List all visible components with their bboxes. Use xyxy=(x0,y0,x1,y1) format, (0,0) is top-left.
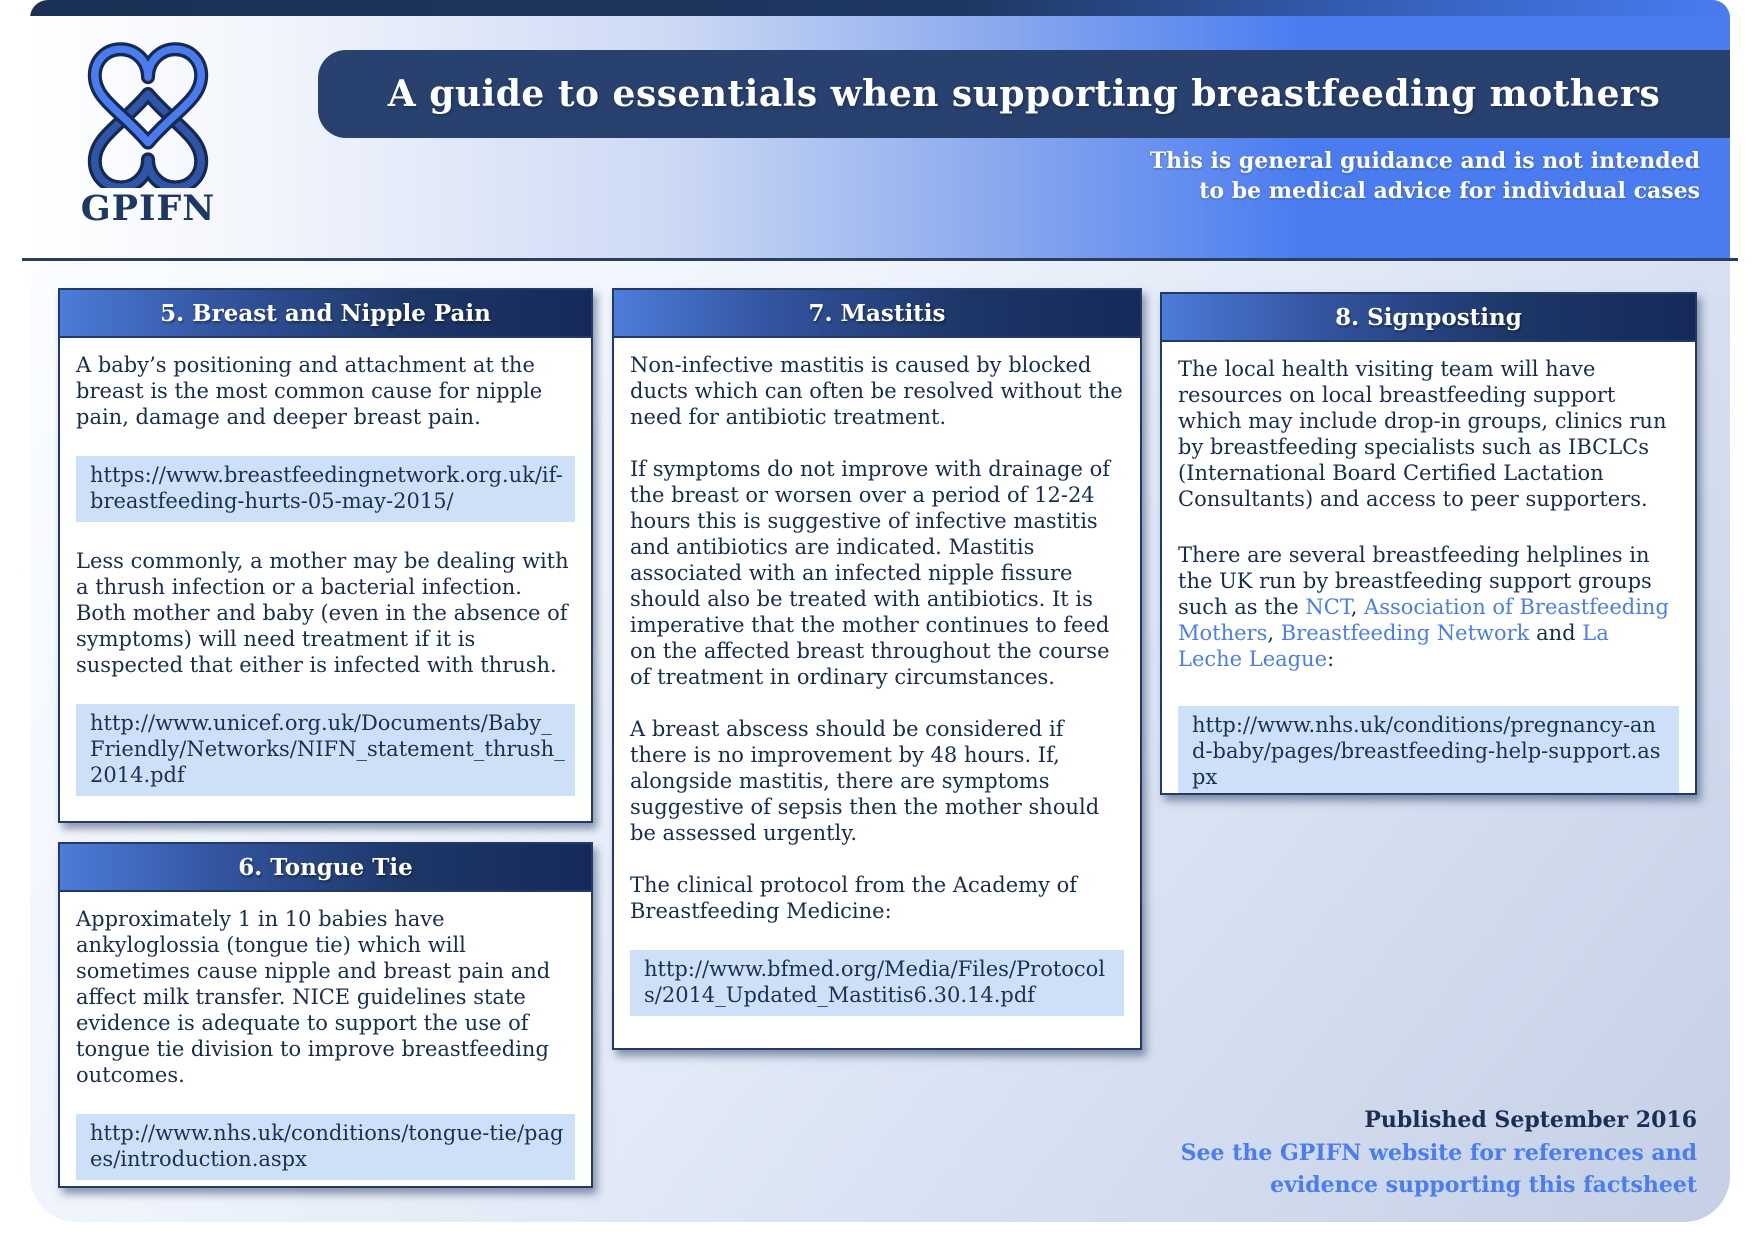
published-date: Published September 2016 xyxy=(1364,1107,1697,1133)
footer-note-line-2: evidence supporting this factsheet xyxy=(1270,1172,1697,1198)
paragraph: The local health visiting team will have resources on local breastfeeding support which may include drop-in groups, clinics run by breastfeeding specialists such as IBCLCs (International Board Certified Lactation Consultants) and access to peer supporters. xyxy=(1178,357,1667,511)
logo-text: GPIFN xyxy=(80,188,216,229)
card-tongue-tie xyxy=(58,842,593,1188)
footer xyxy=(1181,1103,1697,1201)
disclaimer-line-1: This is general guidance and is not intended xyxy=(1149,148,1700,174)
paragraph-helplines xyxy=(1178,542,1679,672)
link-nhs-breastfeeding-help-support[interactable]: http://www.nhs.uk/conditions/pregnancy-and-baby/pages/breastfeeding-help-support.aspx xyxy=(1178,706,1679,795)
separator-text: , xyxy=(1350,595,1365,619)
title-banner xyxy=(318,50,1730,138)
card-breast-and-nipple-pain xyxy=(58,288,593,823)
gpifn-logo xyxy=(70,28,226,229)
card-signposting xyxy=(1160,292,1697,795)
helplines-intro-text: There are several breastfeeding helplines in the UK run by breastfeeding support groups such as the xyxy=(1178,543,1652,619)
disclaimer-text xyxy=(1150,146,1700,206)
paragraph: A baby’s positioning and attachment at the breast is the most common cause for nipple pain, damage and deeper breast pain. xyxy=(76,353,543,429)
link-breastfeedingnetwork-hurts[interactable]: https://www.breastfeedingnetwork.org.uk/if-breastfeeding-hurts-05-may-2015/ xyxy=(76,456,575,522)
link-nct[interactable]: NCT xyxy=(1305,595,1351,619)
colon-text: : xyxy=(1327,647,1335,671)
card-header-breast-and-nipple-pain xyxy=(60,290,591,338)
paragraph: The clinical protocol from the Academy of Breastfeeding Medicine: xyxy=(630,873,1078,923)
page-title: A guide to essentials when supporting breastfeeding mothers xyxy=(387,73,1661,115)
separator-text: and xyxy=(1529,621,1583,645)
card-body xyxy=(1162,342,1695,795)
link-nhs-tongue-tie[interactable]: http://www.nhs.uk/conditions/tongue-tie/pages/introduction.aspx xyxy=(76,1114,575,1180)
header xyxy=(30,0,1730,258)
link-la-leche-league[interactable]: La Leche League xyxy=(1178,621,1609,671)
link-breastfeeding-network[interactable]: Breastfeeding Network xyxy=(1280,621,1530,645)
card-body xyxy=(614,338,1140,1032)
content-panel xyxy=(30,0,1730,1222)
separator-text: , xyxy=(1267,621,1281,645)
card-mastitis xyxy=(612,288,1142,1050)
paragraph: Non-infective mastitis is caused by blocked ducts which can often be resolved without the need for antibiotic treatment. xyxy=(630,353,1123,429)
header-separator-line xyxy=(22,258,1738,261)
card-title: 8. Signposting xyxy=(1335,303,1522,331)
link-bfmed-mastitis-protocol[interactable]: http://www.bfmed.org/Media/Files/Protocols/2014_Updated_Mastitis6.30.14.pdf xyxy=(630,950,1124,1016)
top-accent-bar xyxy=(30,0,1730,16)
card-body xyxy=(60,892,591,1188)
interlocked-hearts-knot-icon xyxy=(78,28,218,188)
footer-note-line-1: See the GPIFN website for references and xyxy=(1180,1140,1697,1166)
card-title: 7. Mastitis xyxy=(808,299,946,327)
paragraph: Less commonly, a mother may be dealing with a thrush infection or a bacterial infection. Both mother and baby (even in the absence of symptoms) will need treatment if it is suspected that either is infected with thrush. xyxy=(76,549,569,677)
card-header-mastitis xyxy=(614,290,1140,338)
disclaimer-line-2: to be medical advice for individual cases xyxy=(1199,178,1700,204)
card-title: 5. Breast and Nipple Pain xyxy=(160,299,491,327)
card-title: 6. Tongue Tie xyxy=(238,853,413,881)
card-body xyxy=(60,338,591,812)
link-association-of-breastfeeding-mothers[interactable]: Association of Breastfeeding Mothers xyxy=(1178,595,1669,645)
card-header-tongue-tie xyxy=(60,844,591,892)
card-header-signposting xyxy=(1162,294,1695,342)
paragraph: Approximately 1 in 10 babies have ankyloglossia (tongue tie) which will sometimes cause nipple and breast pain and affect milk transfer. NICE guidelines state evidence is adequate to support the use of tongue tie division to improve breastfeeding outcomes. xyxy=(76,907,551,1087)
paragraph: If symptoms do not improve with drainage of the breast or worsen over a period of 12-24 hours this is suggestive of infective mastitis and antibiotics are indicated. Mastitis associated with an infected nipple fissure should also be treated with antibiotics. It is imperative that the mother continues to feed on the affected breast throughout the course of treatment in ordinary circumstances. xyxy=(630,457,1111,689)
content-area xyxy=(30,261,1730,1222)
paragraph: A breast abscess should be considered if there is no improvement by 48 hours. If, alongside mastitis, there are symptoms suggestive of sepsis then the mother should be assessed urgently. xyxy=(630,717,1100,845)
link-unicef-thrush-statement[interactable]: http://www.unicef.org.uk/Documents/Baby_Friendly/Networks/NIFN_statement_thrush_2014.pdf xyxy=(76,704,575,796)
